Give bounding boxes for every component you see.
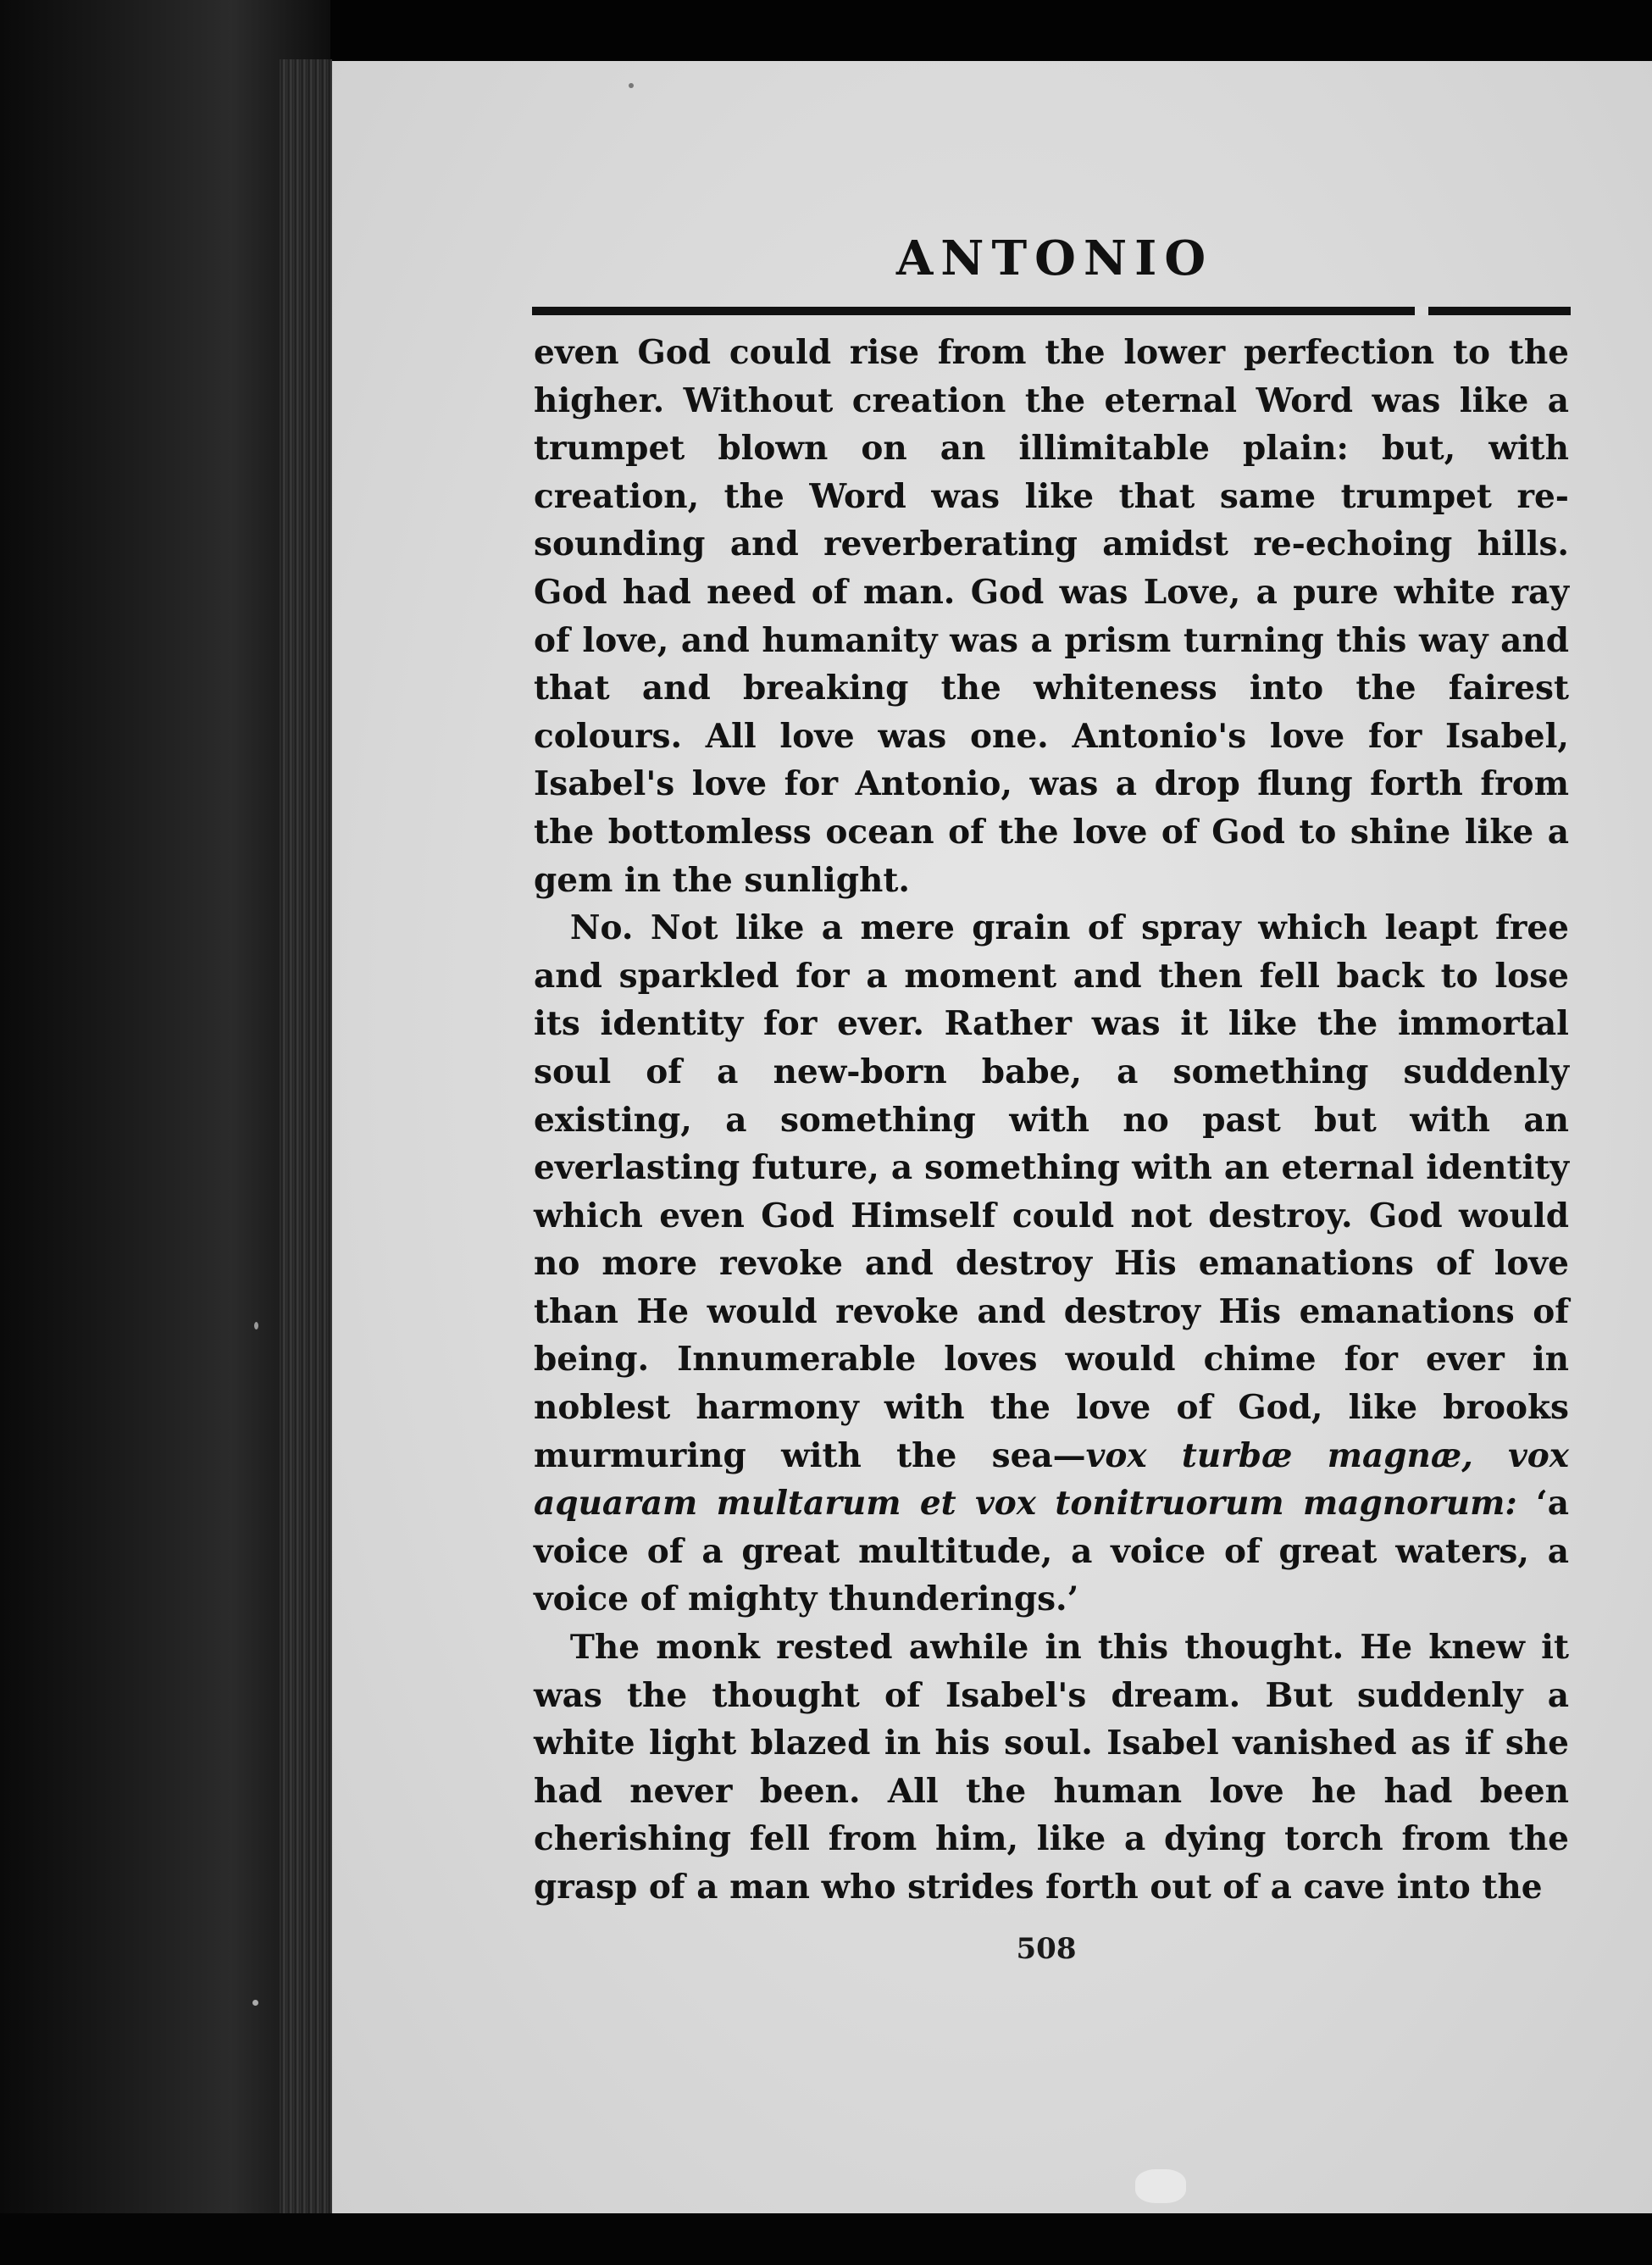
latin-translation: ‘a voice of a great multitude, a voice of great waters, a voice of mighty thunderings.’ bbox=[534, 1484, 1569, 1619]
paragraph-1: even God could rise from the lower perfection to the higher. Without creation the eternal Word was like a trumpet blown on an illimitable plain: but, with creation, the Word was like that same trumpet re-sounding and reverberating amidst re-echoing hills. God had need of man. God was Love, a pure white ray of love, and humanity was a prism turning this way and that and breaking the whiteness into the fairest colours. All love was one. Antonio's love for Isabel, Isabel's love for Antonio, was a drop flung forth from the bottomless ocean of the love of God to shine like a gem in the sunlight. bbox=[534, 333, 1569, 900]
running-head: ANTONIO bbox=[895, 230, 1214, 286]
scan-speck bbox=[629, 83, 634, 88]
head-rule-break bbox=[1415, 307, 1428, 315]
scan-speck bbox=[1135, 2169, 1186, 2203]
paragraph-2-text: No. Not like a mere grain of spray which leapt free and sparkled for a moment and then fell back to lose its identity for ever. Rather was it like the immortal soul of a new-born babe, a something suddenly existing, a something with no past but with an everlasting future, a something with an eternal identity which even God Himself could not destroy. God would no more revoke and destroy His emanations of love than He would revoke and destroy His emanations of being. Innumerable loves would chime for ever in noblest harmony with the love of God, like brooks murmuring with the sea— bbox=[534, 908, 1569, 1475]
body-text bbox=[534, 329, 1569, 1912]
page-number: 508 bbox=[1016, 1932, 1077, 1966]
paragraph-2 bbox=[534, 904, 1569, 1624]
scan-speck bbox=[252, 2000, 258, 2006]
scan-bottom-border bbox=[0, 2213, 1652, 2265]
paragraph-3: The monk rested awhile in this thought. He knew it was the thought of Isabel's dream. But suddenly a white light blazed in his soul. Isabel vanished as if she had never been. All the human love he had been cherishing fell from him, like a dying torch from the grasp of a man who strides forth out of a cave into the bbox=[534, 1628, 1569, 1907]
scan-speck bbox=[254, 1322, 258, 1330]
page-edge-stack bbox=[280, 59, 332, 2229]
latin-quote: vox turbæ magnæ, vox aquaram multarum et vox tonitruorum magnorum: bbox=[534, 1435, 1569, 1524]
